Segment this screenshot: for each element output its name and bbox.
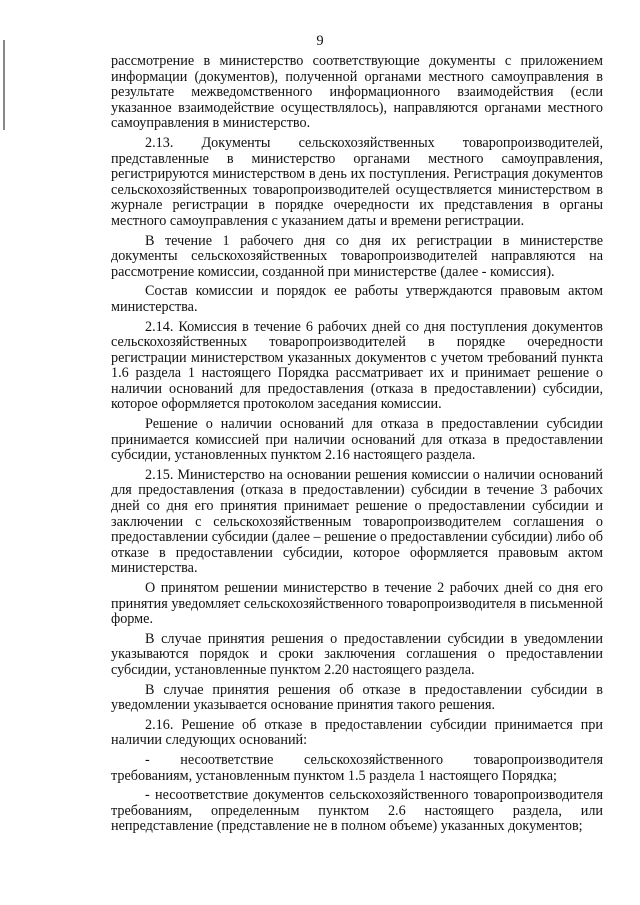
paragraph-registration-deadline: В течение 1 рабочего дня со дня их регистрации в министерстве документы сельскохозяйственных товаропроизводителей направляются на рассмотрение комиссии, созданной при министерстве (далее - комиссия). <box>111 232 603 280</box>
paragraph-2-13: 2.13. Документы сельскохозяйственных товаропроизводителей, представленные в министерство органами местного самоуправления, регистрируются министерством в день их поступления. Регистрация документов сельскохозяйственных товаропроизводителей осуществляется министерством в журнале регистрации в порядке очередности их представления в органы местного самоуправления с указанием даты и времени регистрации. <box>111 134 603 229</box>
paragraph-notification: О принятом решении министерство в течение 2 рабочих дней со дня его принятия уведомляет сельскохозяйственного товаропроизводителя в письменной форме. <box>111 580 603 628</box>
paragraph-grant-notice: В случае принятия решения о предоставлении субсидии в уведомлении указываются порядок и сроки заключения соглашения о предоставлении субсидии, установленные пунктом 2.20 настоящего раздела. <box>111 630 603 678</box>
paragraph-continuation: рассмотрение в министерство соответствующие документы с приложением информации (документов), полученной органами местного самоуправления в результате межведомственного информационного взаимодействия (если указанное взаимодействие осуществлялось), направляются органами местного самоуправления в министерство. <box>111 53 603 132</box>
paragraph-refusal-notice: В случае принятия решения об отказе в предоставлении субсидии в уведомлении указывается основание принятия такого решения. <box>111 681 603 714</box>
left-edge-mark <box>3 40 5 130</box>
paragraph-2-14: 2.14. Комиссия в течение 6 рабочих дней со дня поступления документов сельскохозяйственных товаропроизводителей в порядке очередности регистрации министерством указанных документов с учетом требований пункта 1.6 раздела 1 настоящего Порядка рассматривает их и принимает решение о наличии оснований для предоставления (отказа в предоставлении) субсидии, которое оформляется протоколом заседания комиссии. <box>111 318 603 413</box>
document-body <box>111 54 603 839</box>
paragraph-refusal-grounds-decision: Решение о наличии оснований для отказа в предоставлении субсидии принимается комиссией при наличии оснований для отказа в предоставлении субсидии, установленных пунктом 2.16 настоящего раздела. <box>111 416 603 464</box>
paragraph-2-16: 2.16. Решение об отказе в предоставлении субсидии принимается при наличии следующих оснований: <box>111 716 603 749</box>
list-item-requirements-mismatch: - несоответствие сельскохозяйственного товаропроизводителя требованиям, установленным пунктом 1.5 раздела 1 настоящего Порядка; <box>111 751 603 784</box>
page-number: 9 <box>316 33 324 49</box>
paragraph-2-15: 2.15. Министерство на основании решения комиссии о наличии оснований для предоставления (отказа в предоставлении) субсидии в течение 3 рабочих дней со дня его принятия принимает решение о предоставлении субсидии и заключении с сельскохозяйственным товаропроизводителем соглашения о предоставлении субсидии (далее – решение о предоставлении субсидии) либо об отказе в предоставлении субсидии, которое оформляется правовым актом министерства. <box>111 466 603 577</box>
paragraph-commission-composition: Состав комиссии и порядок ее работы утверждаются правовым актом министерства. <box>111 283 603 315</box>
list-item-documents-mismatch: - несоответствие документов сельскохозяйственного товаропроизводителя требованиям, определенным пунктом 2.6 настоящего раздела, или непредставление (представление не в полном объеме) указанных документов; <box>111 787 603 835</box>
